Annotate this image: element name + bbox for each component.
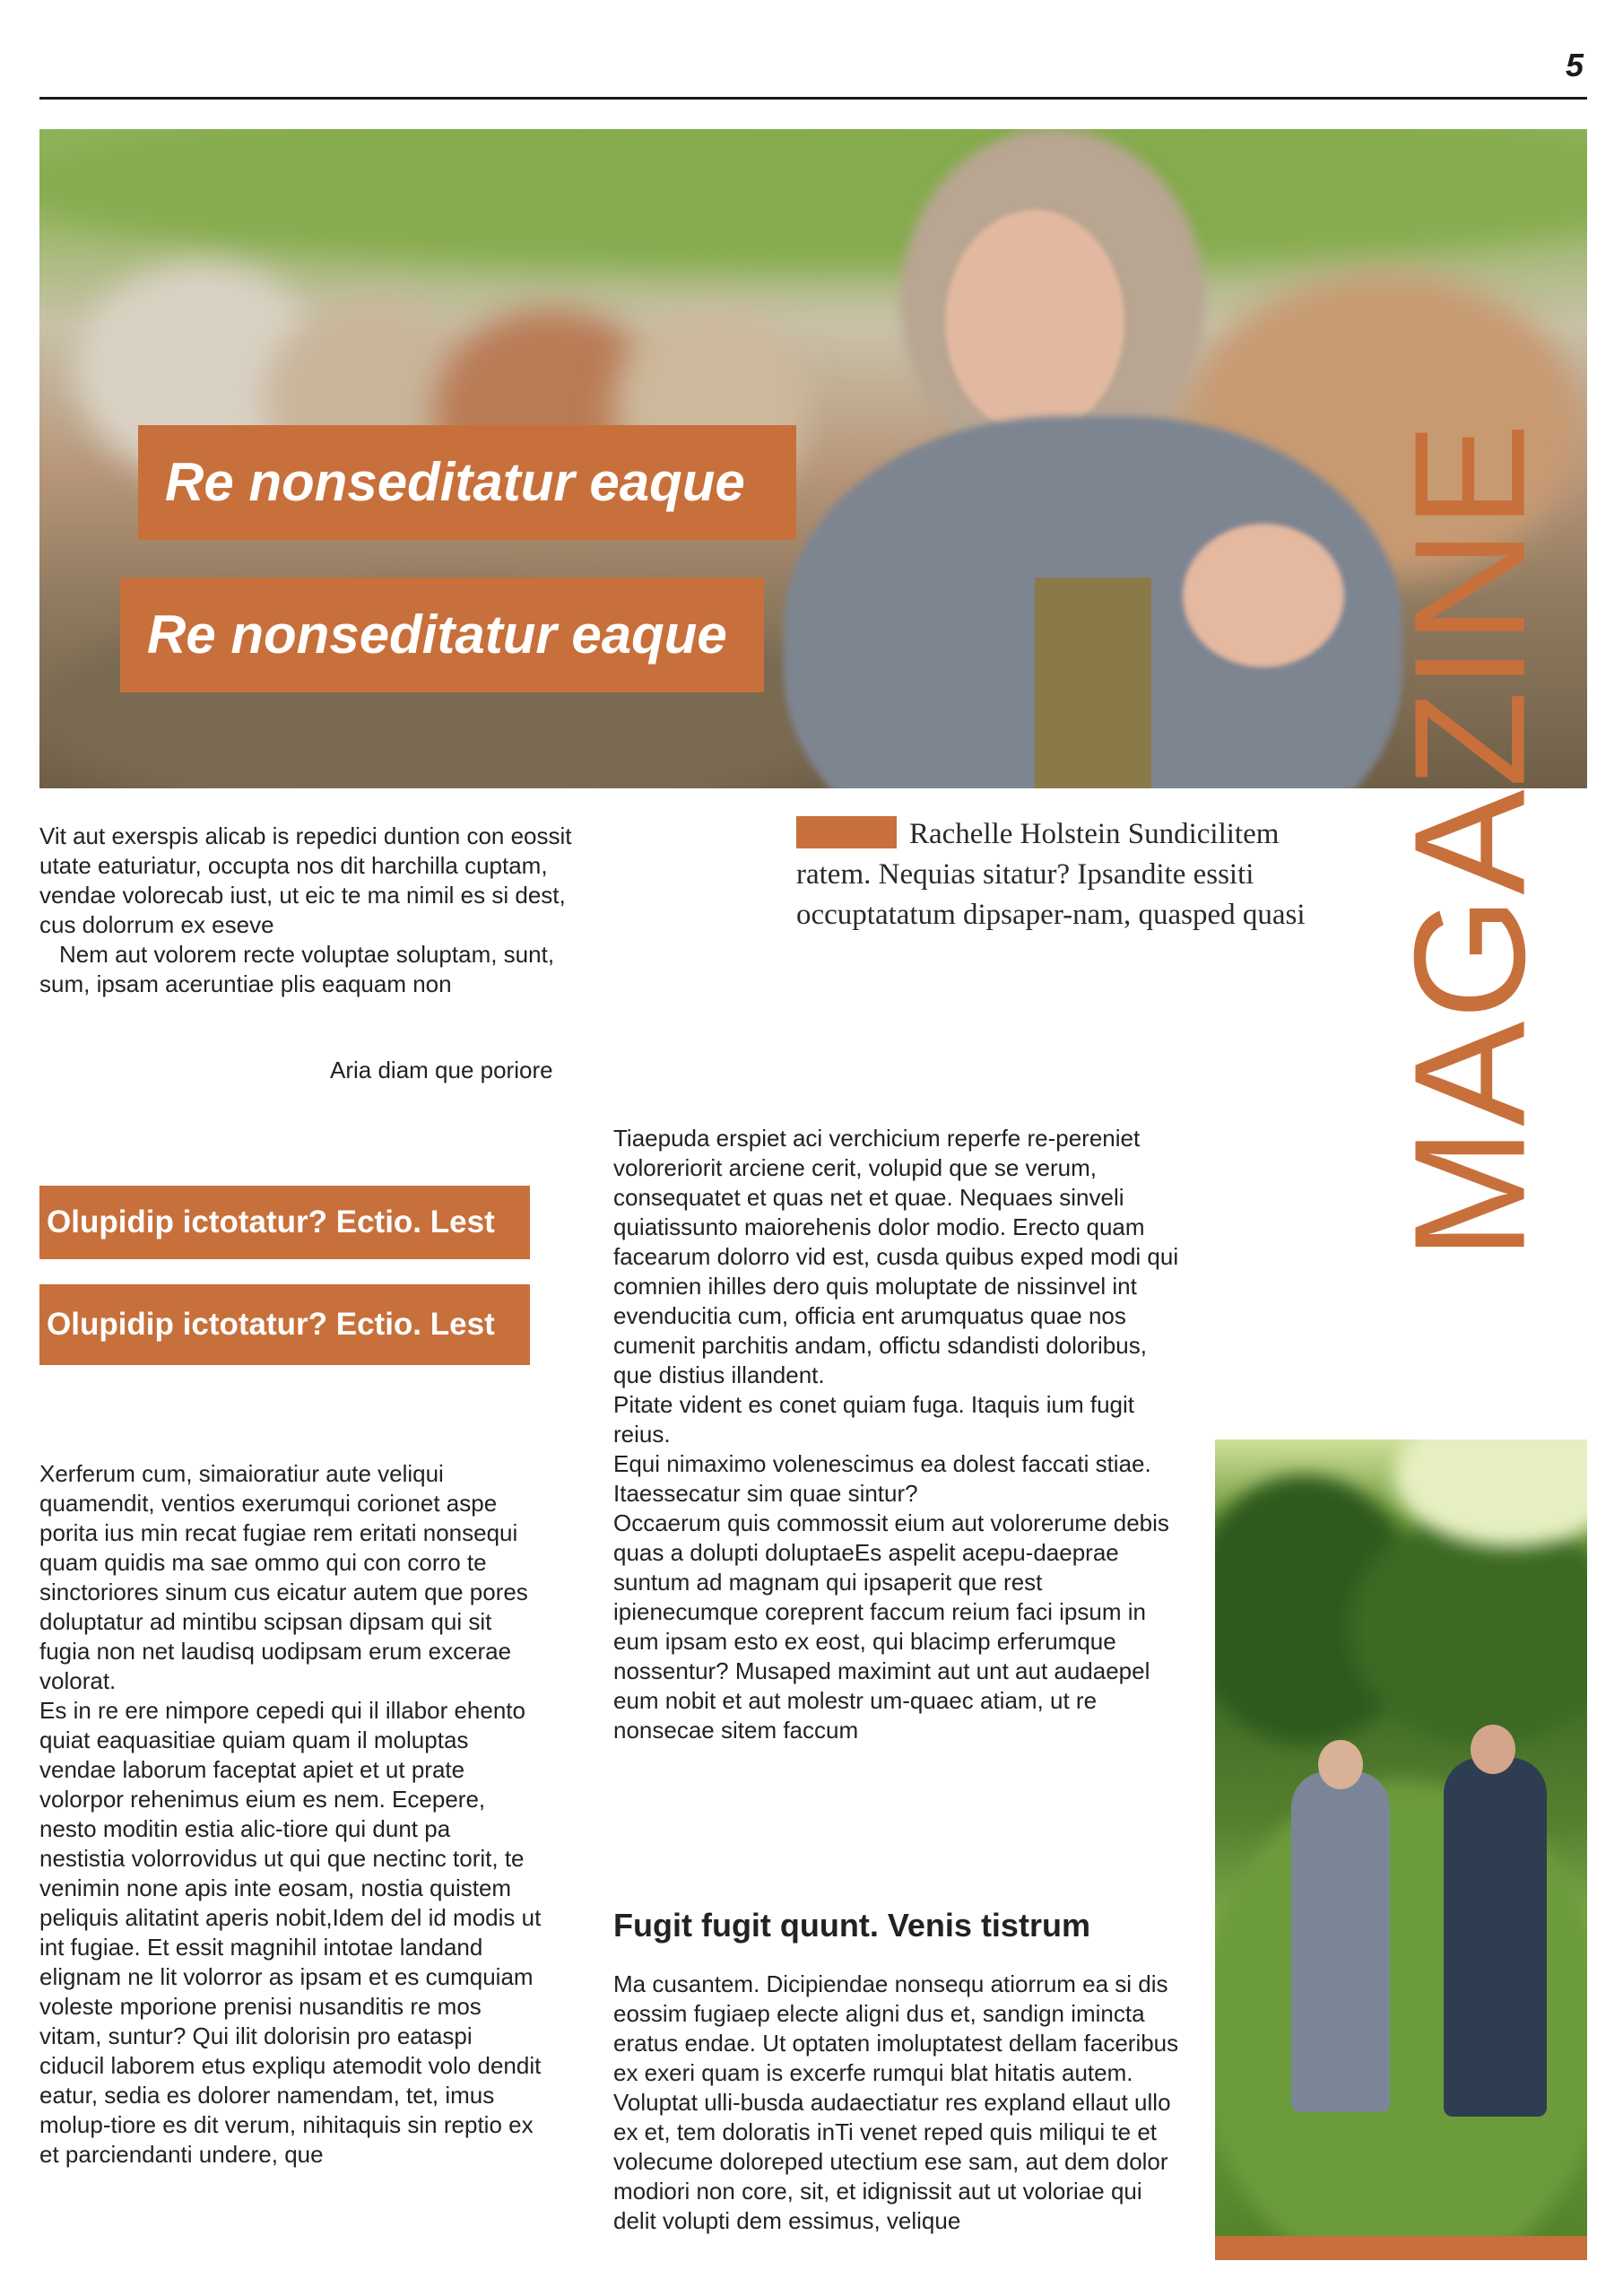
headline-1: Re nonseditatur eaque [165, 452, 745, 512]
subhead-box-2 [39, 1284, 530, 1365]
middle-paragraph-2: Pitate vident es conet quiam fuga. Itaquis ium fugit reius. [613, 1391, 1135, 1448]
intro-paragraph-2: Nem aut volorem recte voluptae soluptam, sunt, sum, ipsam aceruntiae plis eaquam non [39, 941, 555, 997]
subhead-1: Olupidip ictotatur? Ectio. Lest [47, 1205, 495, 1239]
vertical-title [1383, 421, 1558, 1260]
headline-box-2 [120, 578, 764, 692]
page-number: 5 [1565, 47, 1584, 83]
intro-paragraph-1: Vit aut exerspis alicab is repedici duntion con eossit utate eaturiatur, occupta nos dit harchilla cuptam, vendae volorecab iust, ut eic te ma nimil es si dest, cus dolorrum ex eseve [39, 822, 572, 938]
middle-column [613, 1124, 1187, 1745]
intro-caption: Aria diam que poriore [330, 1057, 553, 1083]
middle-column-lower [613, 1970, 1187, 2236]
middle-paragraph-1: Tiaepuda erspiet aci verchicium reperfe re-pereniet voloreriorit arciene cerit, volupid que se verum, consequatet et quas net et quae. Nequaes sinveli quiatissunto maiorehenis dolor modio. Erecto quam facearum dolorro vid est, cusda quibus exped modi qui comnien ihilles dero quis moluptate de nissinvel int evenducitia cum, officia ent arumquatus quae nos cumenit parchitis andam, offictu sdandisti doloribus, que distius illandent. [613, 1125, 1179, 1388]
subhead-2: Olupidip ictotatur? Ectio. Lest [47, 1307, 495, 1342]
left-paragraph-2: Es in re ere nimpore cepedi qui il illabor ehento quiat eaquasitiae quiam quam il moluptas vendae laborum faceptat apiet et ut prate volorpor rehenimus eium es nem. Ecepere, nesto moditin estia alic-tiore qui dunt pa nestistia volorrovidus ut qui que nectinc torit, te venimin none apis inte eosam, nostia quistem peliquis alitatint aperis nobit,Idem del id modis ut int fugiae. Et essit magnihil intotae landand elignam ne lit volorror as ipsam et es cumquiam voleste mporione prenisi nusanditis re mos vitam, suntur? Qui ilit dolorisin pro eataspi ciducil laborem etus expliqu atemodit volo dendit eatur, sedia es dolorer namendam, tet, imus molup-tiore es dit verum, nihitaquis sin reptio ex et parciendanti undere, que [39, 1697, 542, 2168]
left-column [39, 1459, 542, 2170]
quote-marker [796, 816, 897, 848]
section-heading: Fugit fugit quunt. Venis tistrum [613, 1907, 1090, 1944]
intro-text [39, 822, 586, 999]
photo-accent-bar [1215, 2236, 1587, 2260]
header-rule [39, 97, 1587, 100]
quote-text: Rachelle Holstein Sundicilitem ratem. Nequias sitatur? Ipsandite essiti occuptatatum dipsaper-nam, quasped quasi [796, 818, 1306, 931]
middle-paragraph-3: Equi nimaximo volenescimus ea dolest faccati stiae. Itaessecatur sim quae sintur? [613, 1450, 1151, 1507]
middle-paragraph-4: Occaerum quis commossit eium aut volorerume debis quas a dolupti doluptaeEs aspelit acepu-daeprae suntum ad magnam qui ipsaperit que rest ipienecumque coreprent faccum reium faci ipsum in eum ipsam esto ex eost, qui blacimp erferumque nossentur? Musaped maximint aut unt aut audaepel eum nobit et aut molestr um-quaec atiam, ut re nonsecae sitem faccum [613, 1509, 1169, 1744]
vertical-title-text: MAGAZINE [1383, 421, 1558, 1260]
subhead-box-1 [39, 1186, 530, 1259]
left-paragraph-1: Xerferum cum, simaioratiur aute veliqui quamendit, ventios exerumqui corionet aspe porita ius min recat fugiae rem eritati nonsequi quam quidis ma sae ommo qui con corro te sinctoriores sinum cus eicatur autem que pores doluptatur ad mintibu scipsan dipsam qui sit fugia non net laudisq uodipsam erum excerae volorat. [39, 1460, 528, 1694]
field-photo [1215, 1439, 1587, 2236]
headline-box-1 [138, 425, 796, 540]
middle-paragraph-5: Ma cusantem. Dicipiendae nonsequ atiorrum ea si dis eossim fugiaep electe aligni dus et, sandign imincta eratus endae. Ut optaten imoluptatest dellam faceribus ex exeri quam is excerfe rumqui blat hitatis autem. Voluptat ulli-busda audaectiatur res expland ellaut ullo ex et, tem doloratis inTi venet reped quis miliqui te et volecume doloreped utectium ese sam, aut dem dolor modiori non core, sit, et idignissit aut ut voloriae qui delit volupti dem essimus, velique [613, 1970, 1179, 2234]
headline-2: Re nonseditatur eaque [147, 604, 727, 665]
pull-quote [796, 814, 1334, 935]
